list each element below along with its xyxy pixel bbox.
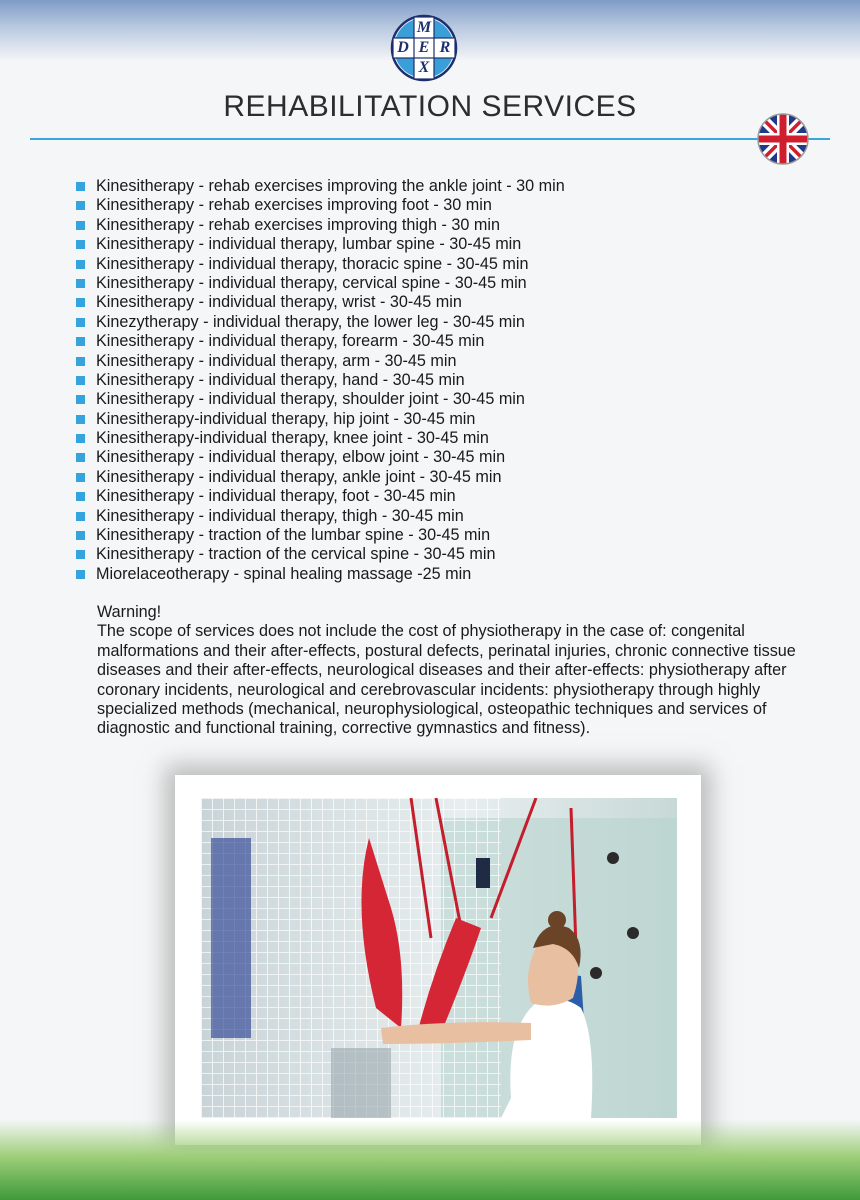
logo-letter-r: R — [439, 39, 451, 56]
warning-heading: Warning! — [97, 603, 162, 621]
dermex-logo — [390, 14, 458, 82]
uk-flag-icon[interactable] — [756, 112, 810, 166]
logo-letter-x: X — [418, 59, 430, 76]
list-item: Kinesitherapy-individual therapy, hip joint - 30-45 min — [76, 410, 776, 429]
list-item: Kinesitherapy - rehab exercises improving the ankle joint - 30 min — [76, 177, 776, 196]
warning-section — [97, 603, 797, 739]
list-item: Kinesitherapy - individual therapy, cervical spine - 30-45 min — [76, 274, 776, 293]
list-item: Kinesitherapy - individual therapy, thoracic spine - 30-45 min — [76, 255, 776, 274]
list-item: Kinesitherapy - individual therapy, elbow joint - 30-45 min — [76, 448, 776, 467]
list-item: Kinesitherapy - individual therapy, foot - 30-45 min — [76, 487, 776, 506]
warning-body: The scope of services does not include the cost of physiotherapy in the case of: congenital malformations and their after-effects, postural defects, perinatal injuries, chronic connective tissue diseases and their after-effects, neurological diseases and their after-effects: physiotherapy after coronary incidents, neurological and cerebrovascular incidents: physiotherapy through highly specialized methods (mechanical, neurophysiological, osteopathic techniques and services of diagnostic and functional training, corrective gymnastics and fitness). — [97, 622, 796, 738]
list-item: Kinezytherapy - individual therapy, the lower leg - 30-45 min — [76, 313, 776, 332]
title-divider — [30, 138, 830, 140]
logo-letter-d: D — [397, 39, 409, 56]
list-item: Kinesitherapy-individual therapy, knee joint - 30-45 min — [76, 429, 776, 448]
list-item: Kinesitherapy - traction of the cervical spine - 30-45 min — [76, 545, 776, 564]
services-list — [76, 177, 776, 584]
page-title: REHABILITATION SERVICES — [223, 90, 637, 123]
list-item: Miorelaceotherapy - spinal healing massage -25 min — [76, 565, 776, 584]
list-item: Kinesitherapy - traction of the lumbar spine - 30-45 min — [76, 526, 776, 545]
list-item: Kinesitherapy - individual therapy, ankle joint - 30-45 min — [76, 468, 776, 487]
list-item: Kinesitherapy - individual therapy, lumbar spine - 30-45 min — [76, 235, 776, 254]
logo-letter-m: M — [416, 19, 432, 36]
list-item: Kinesitherapy - individual therapy, hand - 30-45 min — [76, 371, 776, 390]
photo-frame — [175, 775, 701, 1145]
list-item: Kinesitherapy - rehab exercises improving foot - 30 min — [76, 196, 776, 215]
list-item: Kinesitherapy - individual therapy, arm - 30-45 min — [76, 352, 776, 371]
logo-letter-e: E — [418, 39, 430, 56]
list-item: Kinesitherapy - individual therapy, thigh - 30-45 min — [76, 507, 776, 526]
footer-band — [0, 1120, 860, 1200]
list-item: Kinesitherapy - individual therapy, forearm - 30-45 min — [76, 332, 776, 351]
list-item: Kinesitherapy - individual therapy, shoulder joint - 30-45 min — [76, 390, 776, 409]
therapy-photo-icon — [201, 798, 677, 1118]
list-item: Kinesitherapy - individual therapy, wrist - 30-45 min — [76, 293, 776, 312]
list-item: Kinesitherapy - rehab exercises improving thigh - 30 min — [76, 216, 776, 235]
